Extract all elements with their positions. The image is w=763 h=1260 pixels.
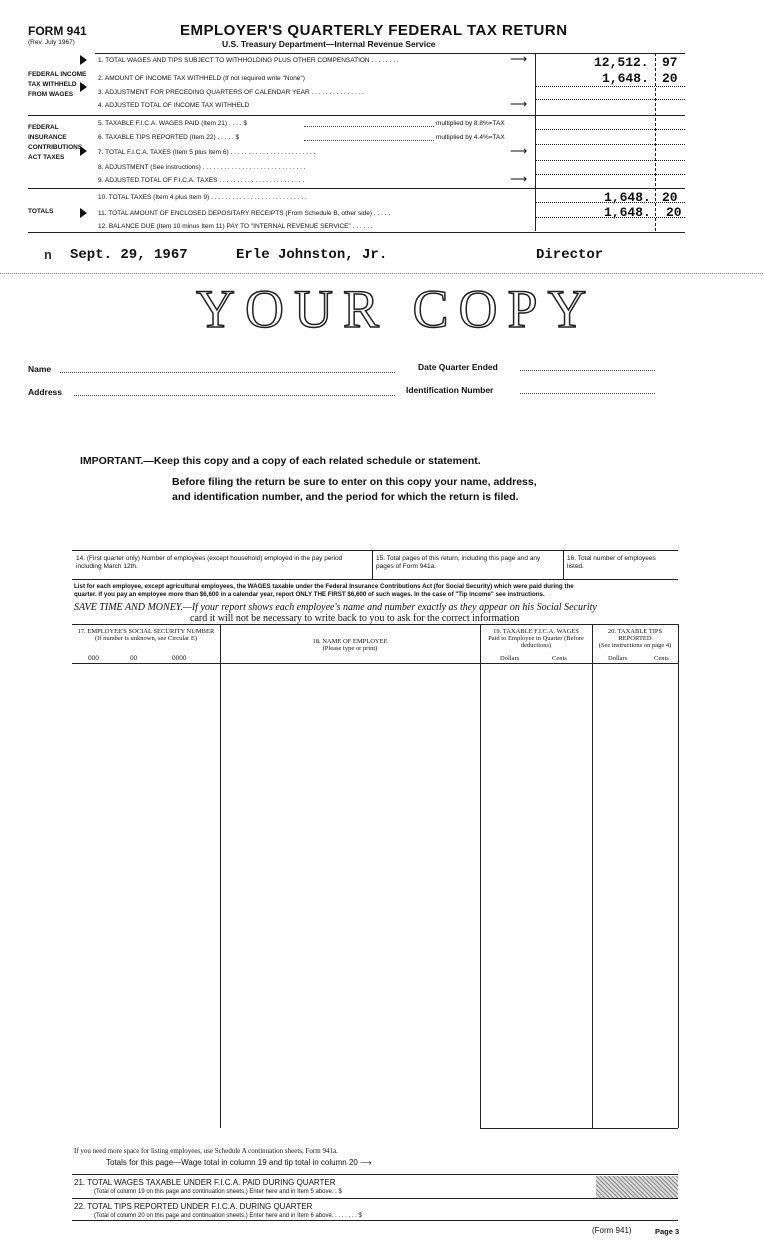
important-notice: IMPORTANT.—Keep this copy and a copy of each related schedule or statement. xyxy=(80,455,481,467)
line-2-cents: 20 xyxy=(662,71,678,86)
triangle-pointer-icon xyxy=(80,146,87,156)
date-quarter-field[interactable] xyxy=(520,370,655,371)
section-fica: FEDERAL INSURANCE CONTRIBUTIONS ACT TAXES xyxy=(28,124,83,161)
more-space-note: If you need more space for listing employees, use Schedule A continuation sheets, Form 941a. xyxy=(74,1147,338,1155)
name-label: Name xyxy=(28,364,52,374)
arrow-right-icon: ⟶ xyxy=(510,97,528,111)
arrow-right-icon: ⟶ xyxy=(510,144,528,158)
arrow-right-icon: ⟶ xyxy=(510,172,528,186)
line-10-cents: 20 xyxy=(662,190,678,205)
form-title: EMPLOYER'S QUARTERLY FEDERAL TAX RETURN xyxy=(180,22,568,39)
triangle-pointer-icon xyxy=(80,208,87,218)
line-10-dollars: 1,648. xyxy=(604,190,651,205)
signer-name: Erle Johnston, Jr. xyxy=(236,247,388,263)
signer-title: Director xyxy=(536,247,604,263)
your-copy-stamp: YOUR COPY xyxy=(196,279,597,339)
line-21-shaded-box xyxy=(596,1176,678,1198)
form-reference: (Form 941) xyxy=(592,1226,632,1235)
section-federal-income-tax: FEDERAL INCOME TAX WITHHELD FROM WAGES xyxy=(28,71,87,98)
column-19-header: 19. TAXABLE F.I.C.A. WAGES Paid to Employee in Quarter (Before deductions) xyxy=(488,628,584,649)
list-instructions-2: quarter. If you pay an employee more than $6,600 in a calendar year, report ONLY THE FIRST $6,600 of such wages. In the case of "Tip Income" see instructions. xyxy=(74,591,545,598)
totals-for-page: Totals for this page—Wage total in column 19 and tip total in column 20 ⟶ xyxy=(106,1158,372,1167)
save-time-line-1: SAVE TIME AND MONEY.—If your report shows each employee's name and number exactly as they appear on his Social Security xyxy=(74,602,597,613)
line-22-sub: (Total of column 20 on this page and continuation sheets.) Enter here and in Item 6 above. . . . . . . . $ xyxy=(94,1213,362,1219)
signature-date: Sept. 29, 1967 xyxy=(70,247,188,263)
page-number: Page 3 xyxy=(655,1227,680,1236)
line-1-dollars: 12,512. xyxy=(594,55,649,70)
arrow-right-icon: ⟶ xyxy=(360,1158,372,1167)
line-11-dollars: 1,648. xyxy=(604,205,651,220)
important-line-2: Before filing the return be sure to enter on this copy your name, address, xyxy=(172,476,537,488)
identification-field[interactable] xyxy=(520,393,655,394)
employee-entry-area[interactable] xyxy=(72,664,678,1128)
line-21-sub: (Total of column 19 on this page and continuation sheets.) Enter here and in Item 5 above. . $ xyxy=(94,1189,342,1195)
address-field[interactable] xyxy=(74,395,395,396)
arrow-right-icon: ⟶ xyxy=(510,52,528,66)
line-11-cents: 20 xyxy=(666,205,682,220)
form-number: FORM 941 xyxy=(28,24,87,38)
line-22-title: 22. TOTAL TIPS REPORTED UNDER F.I.C.A. DURING QUARTER xyxy=(74,1202,313,1211)
identification-label: Identification Number xyxy=(406,385,494,395)
column-18-header: 18. NAME OF EMPLOYEE (Please type or print) xyxy=(312,638,388,652)
line-2-dollars: 1,648. xyxy=(602,71,649,86)
box-16[interactable]: 16. Total number of employees listed. xyxy=(567,555,656,570)
triangle-pointer-icon xyxy=(80,82,87,92)
box-14[interactable]: 14. (First quarter only) Number of employees (except household) employed in the pay period including March 12th. xyxy=(76,555,343,570)
date-quarter-label: Date Quarter Ended xyxy=(418,362,498,372)
department-line: U.S. Treasury Department—Internal Revenue Service xyxy=(222,39,436,49)
important-line-3: and identification number, and the period for which the return is filed. xyxy=(172,491,519,503)
section-totals: TOTALS xyxy=(28,208,54,215)
save-time-line-2: card it will not be necessary to write back to you to ask for the correct information xyxy=(190,613,520,624)
list-instructions-1: List for each employee, except agricultural employees, the WAGES taxable under the Federal Insurance Contributions Act (for Social Security) which were paid during the xyxy=(74,583,574,590)
column-20-header: 20. TAXABLE TIPS REPORTED (See instructions on page 4) xyxy=(598,628,672,649)
line-21-title: 21. TOTAL WAGES TAXABLE UNDER F.I.C.A. PAID DURING QUARTER xyxy=(74,1178,336,1187)
address-label: Address xyxy=(28,387,63,397)
triangle-pointer-icon xyxy=(80,55,87,65)
box-15[interactable]: 15. Total pages of this return, including this page and any pages of Form 941a. xyxy=(376,555,541,570)
name-field[interactable] xyxy=(60,372,395,373)
column-17-header: 17. EMPLOYEE'S SOCIAL SECURITY NUMBER (If number is unknown, see Circular E) xyxy=(77,628,215,642)
signature-prefix: n xyxy=(44,248,52,263)
line-1-cents: 97 xyxy=(662,55,678,70)
form-revision: (Rev. July 1967) xyxy=(28,39,75,46)
